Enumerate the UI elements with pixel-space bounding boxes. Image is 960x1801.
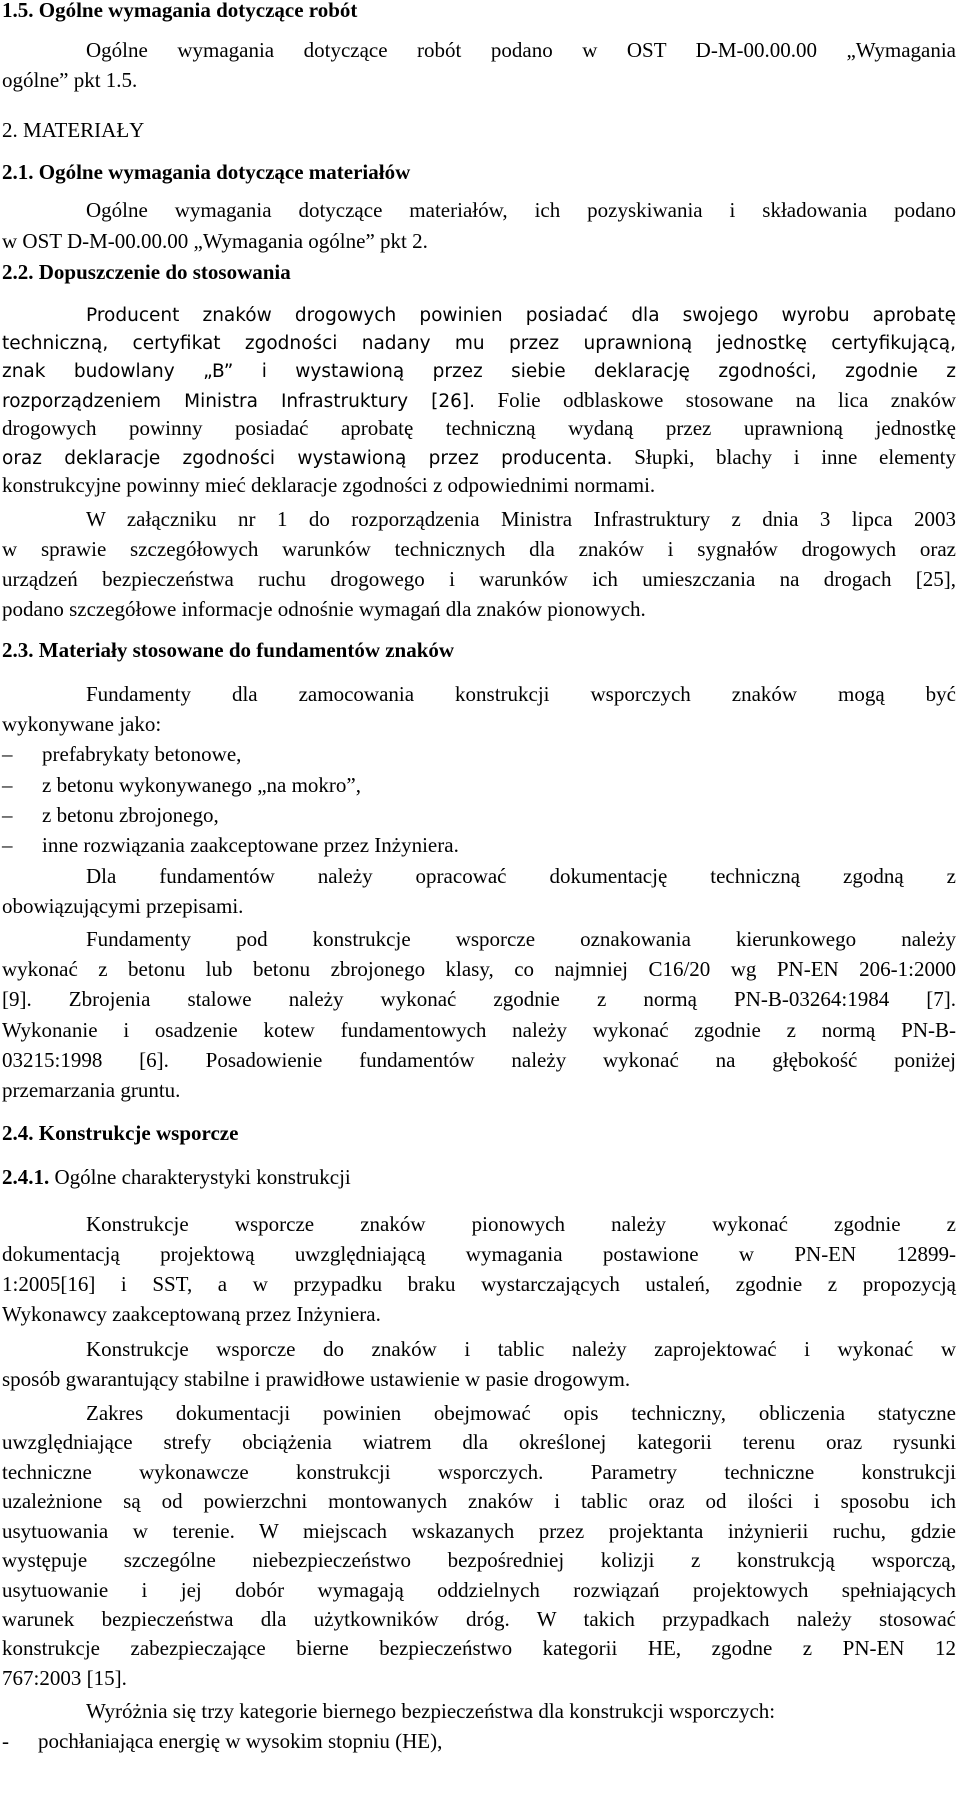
- paragraph-line: Fundamenty pod konstrukcje wsporcze oznakowania kierunkowego należy: [86, 927, 956, 951]
- heading-2: 2. MATERIAŁY: [2, 118, 145, 142]
- paragraph-line: ogólne” pkt 1.5.: [2, 68, 138, 92]
- paragraph-line: techniczną, certyfikat zgodności nadany mu przez uprawnioną jednostkę certyfikującą,: [2, 333, 956, 354]
- heading-2-4-1: [2, 1163, 956, 1191]
- list-item: prefabrykaty betonowe,: [42, 742, 242, 766]
- paragraph-line: Wyróżnia się trzy kategorie biernego bezpieczeństwa dla konstrukcji wsporczych:: [86, 1699, 776, 1723]
- paragraph-line: w sprawie szczegółowych warunków technicznych dla znaków i sygnałów drogowych oraz: [2, 537, 956, 561]
- paragraph-line: Konstrukcje wsporcze do znaków i tablic należy zaprojektować i wykonać w: [86, 1337, 956, 1361]
- paragraph-line: Wykonanie i osadzenie kotew fundamentowych należy wykonać zgodnie z normą PN-B-: [2, 1018, 956, 1042]
- text-run: Słupki, blachy i inne elementy: [634, 445, 957, 469]
- paragraph-line: konstrukcje zabezpieczające bierne bezpieczeństwo kategorii HE, zgodne z PN-EN 12: [2, 1636, 956, 1660]
- paragraph-line: Wykonawcy zaakceptowaną przez Inżyniera.: [2, 1302, 381, 1326]
- paragraph-line: 1:2005[16] i SST, a w przypadku braku wystarczających ustaleń, zgodnie z propozycją: [2, 1272, 956, 1296]
- paragraph-line: 03215:1998 [6]. Posadowienie fundamentów należy wykonać na głębokość poniżej: [2, 1048, 956, 1072]
- heading-2-4: 2.4. Konstrukcje wsporcze: [2, 1121, 239, 1145]
- paragraph-line: sposób gwarantujący stabilne i prawidłowe ustawienie w pasie drogowym.: [2, 1367, 631, 1391]
- heading-1-5: 1.5. Ogólne wymagania dotyczące robót: [2, 0, 358, 22]
- paragraph-line: konstrukcyjne powinny mieć deklaracje zgodności z odpowiednimi normami.: [2, 473, 656, 497]
- list-item: z betonu wykonywanego „na mokro”,: [42, 773, 361, 797]
- paragraph-line: występuje szczególne niebezpieczeństwo bezpośredniej kolizji z konstrukcją wsporczą,: [2, 1548, 956, 1572]
- paragraph-line: uzależnione są od powierzchni montowanych znaków i tablic oraz od ilości i sposobu ich: [2, 1489, 956, 1513]
- paragraph-line: znak budowlany „B” i wystawioną przez siebie deklarację zgodności, zgodnie z: [2, 361, 956, 382]
- paragraph-line: uwzględniające strefy obciążenia wiatrem dla określonej kategorii terenu oraz rysunki: [2, 1430, 956, 1454]
- list-bullet: -: [2, 1729, 9, 1753]
- paragraph-line: dokumentacją projektową uwzględniającą wymagania postawione w PN-EN 12899-: [2, 1242, 956, 1266]
- paragraph-line: wykonać z betonu lub betonu zbrojonego klasy, co najmniej C16/20 wg PN-EN 206-1:2000: [2, 957, 956, 981]
- paragraph-line: wykonywane jako:: [2, 712, 162, 736]
- paragraph-line: podano szczegółowe informacje odnośnie wymagań dla znaków pionowych.: [2, 597, 646, 621]
- paragraph-line: drogowych powinny posiadać aprobatę techniczną wydaną przez uprawnioną jednostkę: [2, 416, 956, 440]
- paragraph-line: Dla fundamentów należy opracować dokumentację techniczną zgodną z: [86, 864, 956, 888]
- list-bullet: –: [2, 803, 13, 827]
- list-item: pochłaniająca energię w wysokim stopniu (HE),: [38, 1729, 443, 1753]
- paragraph-line: 767:2003 [15].: [2, 1666, 127, 1690]
- paragraph-line: Zakres dokumentacji powinien obejmować opis techniczny, obliczenia statyczne: [86, 1401, 956, 1425]
- heading-2-3: 2.3. Materiały stosowane do fundamentów znaków: [2, 638, 455, 662]
- paragraph-line: usytuowania w terenie. W miejscach wskazanych przez projektanta inżynierii ruchu, gdzie: [2, 1519, 956, 1543]
- paragraph-line: urządzeń bezpieczeństwa ruchu drogowego i warunków ich umieszczania na drogach [25],: [2, 567, 956, 591]
- heading-number: 2.4.1.: [2, 1165, 50, 1189]
- text-run: oraz deklaracje zgodności wystawioną przez producenta.: [2, 448, 613, 469]
- paragraph-line: w OST D-M-00.00.00 „Wymagania ogólne” pkt 2.: [2, 229, 428, 253]
- paragraph-line: [2, 443, 956, 473]
- paragraph-line: [9]. Zbrojenia stalowe należy wykonać zgodnie z normą PN-B-03264:1984 [7].: [2, 987, 956, 1011]
- heading-2-1: 2.1. Ogólne wymagania dotyczące materiałów: [2, 160, 411, 184]
- paragraph-line: Producent znaków drogowych powinien posiadać dla swojego wyrobu aprobatę: [86, 305, 956, 326]
- list-bullet: –: [2, 773, 13, 797]
- heading-2-2: 2.2. Dopuszczenie do stosowania: [2, 260, 291, 284]
- text-run: rozporządzeniem Ministra Infrastruktury [26].: [2, 391, 475, 412]
- list-bullet: –: [2, 742, 13, 766]
- paragraph-line: Konstrukcje wsporcze znaków pionowych należy wykonać zgodnie z: [86, 1212, 956, 1236]
- paragraph-line: warunek bezpieczeństwa dla użytkowników dróg. W takich przypadkach należy stosować: [2, 1607, 956, 1631]
- text-run: Folie odblaskowe stosowane na lica znaków: [497, 388, 956, 412]
- paragraph-line: Ogólne wymagania dotyczące materiałów, ich pozyskiwania i składowania podano: [86, 198, 956, 222]
- heading-text: Ogólne charakterystyki konstrukcji: [54, 1165, 351, 1189]
- paragraph-line: usytuowanie i jej dobór wymagają oddzielnych rozwiązań projektowych spełniających: [2, 1578, 956, 1602]
- list-bullet: –: [2, 833, 13, 857]
- paragraph-line: W załączniku nr 1 do rozporządzenia Ministra Infrastruktury z dnia 3 lipca 2003: [86, 507, 956, 531]
- paragraph-line: Fundamenty dla zamocowania konstrukcji wsporczych znaków mogą być: [86, 682, 956, 706]
- paragraph-line: techniczne wykonawcze konstrukcji wsporczych. Parametry techniczne konstrukcji: [2, 1460, 956, 1484]
- paragraph-line: [2, 386, 956, 416]
- paragraph-line: obowiązującymi przepisami.: [2, 894, 244, 918]
- list-item: inne rozwiązania zaakceptowane przez Inżyniera.: [42, 833, 459, 857]
- paragraph-line: przemarzania gruntu.: [2, 1078, 181, 1102]
- paragraph-line: Ogólne wymagania dotyczące robót podano w OST D-M-00.00.00 „Wymagania: [86, 38, 956, 62]
- list-item: z betonu zbrojonego,: [42, 803, 219, 827]
